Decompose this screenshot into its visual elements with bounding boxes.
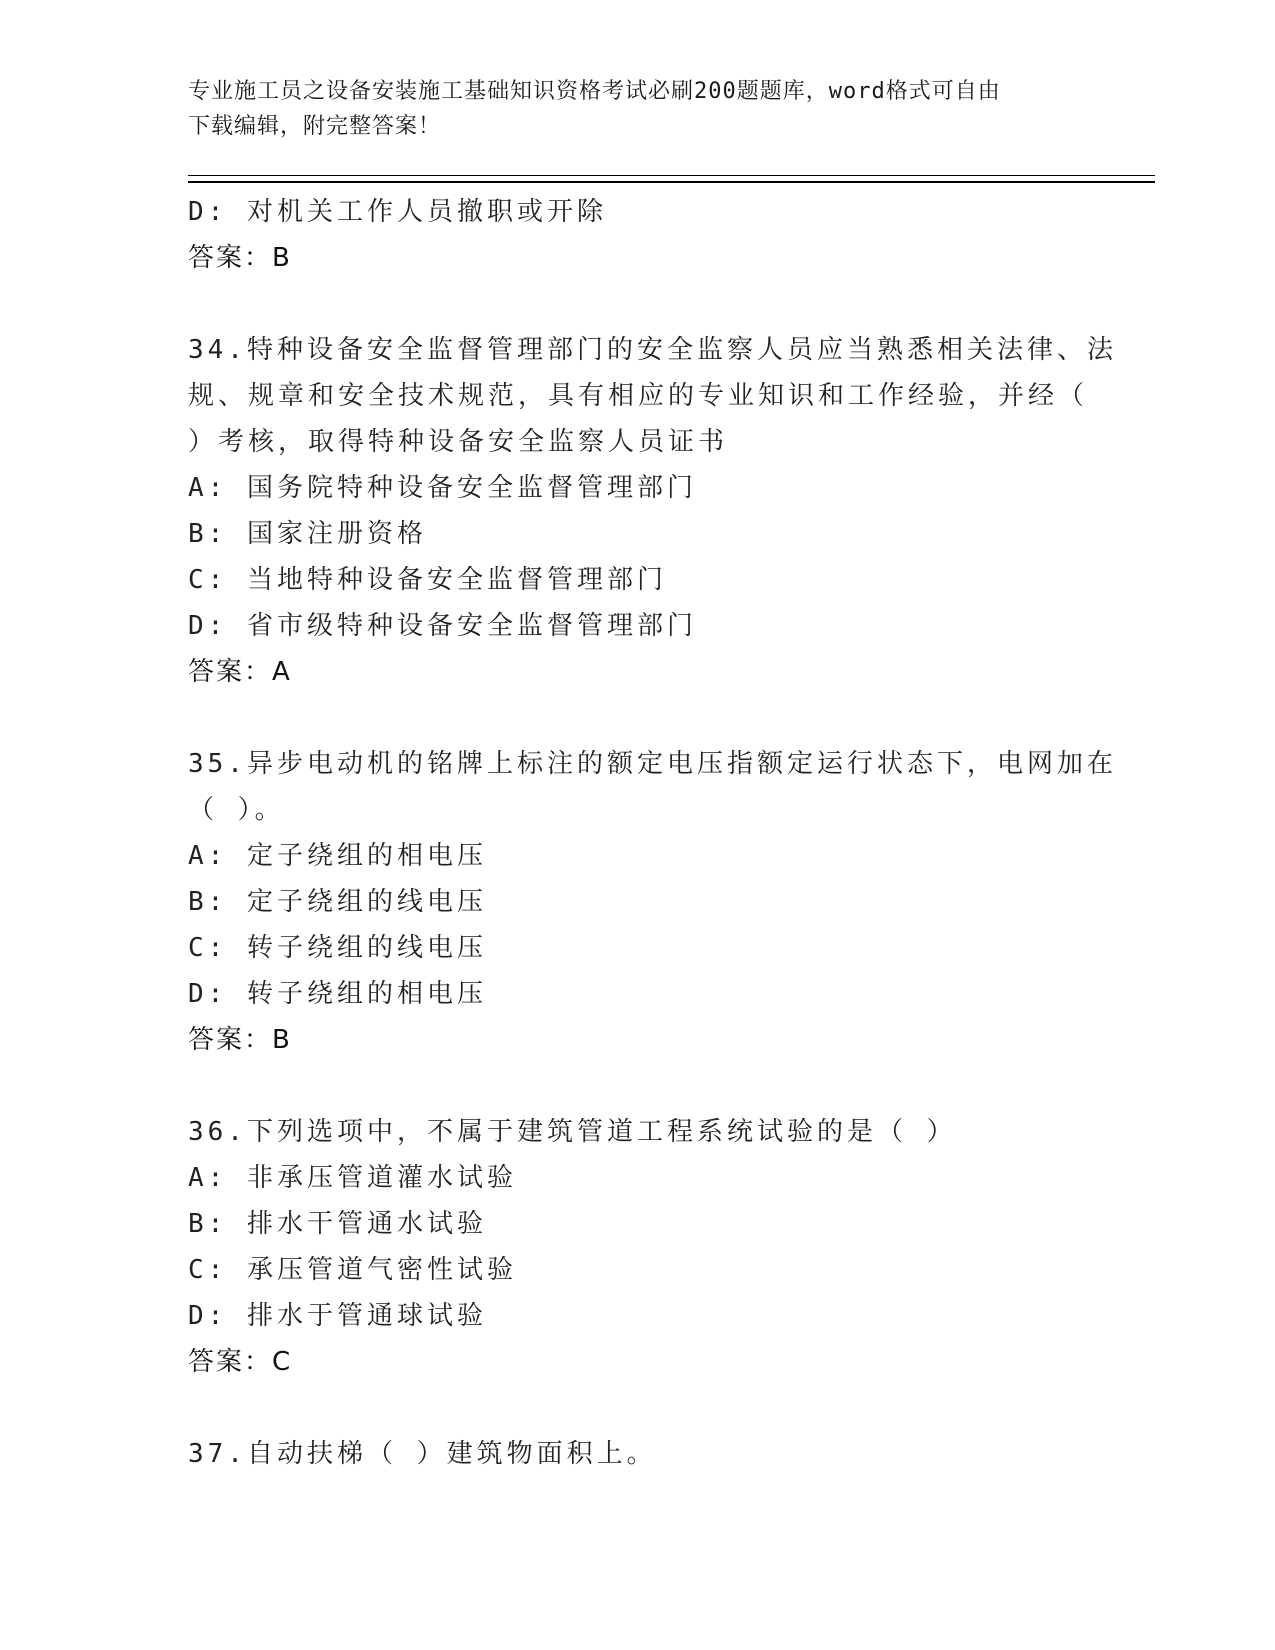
question-spacer (188, 281, 1088, 327)
question-option: B: 定子绕组的线电压 (188, 887, 487, 917)
question-answer: 答案：B (188, 1025, 292, 1055)
question-answer: 答案：A (188, 657, 292, 687)
question-text-line: 37.自动扶梯（ ）建筑物面积上。 (188, 1439, 657, 1469)
header-line-2: 下载编辑，附完整答案！ (188, 114, 442, 139)
question-text-line: （ ）。 (188, 795, 285, 825)
question-option: A: 定子绕组的相电压 (188, 841, 487, 871)
question-option: D: 排水于管通球试验 (188, 1301, 487, 1331)
question-option: A: 非承压管道灌水试验 (188, 1163, 517, 1193)
question-option: D: 省市级特种设备安全监督管理部门 (188, 611, 697, 641)
question-spacer (188, 1063, 1088, 1109)
question-option: B: 排水干管通水试验 (188, 1209, 487, 1239)
question-34 (188, 327, 1117, 695)
question-answer: 答案：C (188, 1347, 293, 1377)
question-option: D: 转子绕组的相电压 (188, 979, 487, 1009)
question-option: B: 国家注册资格 (188, 519, 427, 549)
question-spacer (188, 695, 1088, 741)
question-text-line: 规、规章和安全技术规范，具有相应的专业知识和工作经验，并经（ (188, 381, 1089, 411)
question-33-tail (188, 189, 1088, 281)
header-divider-thin (188, 175, 1155, 176)
header-divider-thick (188, 181, 1155, 183)
question-answer: 答案：B (188, 243, 292, 273)
header-line-1: 专业施工员之设备安装施工基础知识资格考试必刷200题题库，word格式可自由 (188, 79, 1001, 104)
question-37 (188, 1431, 1088, 1477)
question-36 (188, 1109, 1088, 1385)
question-option: D: 对机关工作人员撤职或开除 (188, 197, 607, 227)
question-text-line: 35.异步电动机的铭牌上标注的额定电压指额定运行状态下，电网加在 (188, 749, 1117, 779)
document-body (188, 189, 1117, 1477)
document-header (188, 74, 1068, 144)
question-text-line: 36.下列选项中，不属于建筑管道工程系统试验的是（ ） (188, 1117, 957, 1147)
question-text-line: 34.特种设备安全监督管理部门的安全监察人员应当熟悉相关法律、法 (188, 335, 1117, 365)
question-text-line: ）考核，取得特种设备安全监察人员证书 (188, 427, 729, 457)
question-option: C: 当地特种设备安全监督管理部门 (188, 565, 667, 595)
question-option: C: 转子绕组的线电压 (188, 933, 487, 963)
question-spacer (188, 1385, 1088, 1431)
question-option: C: 承压管道气密性试验 (188, 1255, 517, 1285)
question-35 (188, 741, 1117, 1063)
question-option: A: 国务院特种设备安全监督管理部门 (188, 473, 697, 503)
